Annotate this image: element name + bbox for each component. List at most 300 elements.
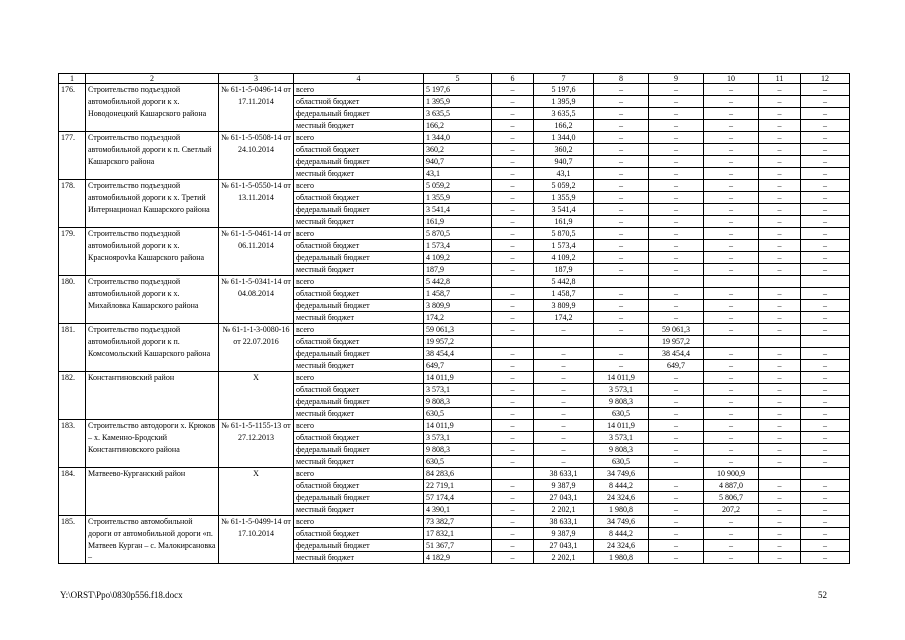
column-header: 3	[219, 74, 294, 84]
amount-cell	[759, 468, 801, 480]
amount-cell: –	[759, 480, 801, 492]
amount-cell: –	[492, 384, 534, 396]
amount-cell: –	[649, 96, 704, 108]
amount-cell: 51 367,7	[424, 540, 492, 552]
amount-cell: –	[801, 540, 850, 552]
amount-cell: 4 887,0	[704, 480, 759, 492]
amount-cell: –	[492, 492, 534, 504]
amount-cell: –	[759, 552, 801, 564]
funding-source: местный бюджет	[294, 552, 424, 564]
amount-cell: –	[649, 420, 704, 432]
amount-cell: 5 870,5	[424, 228, 492, 240]
funding-source: местный бюджет	[294, 120, 424, 132]
amount-cell	[704, 336, 759, 348]
amount-cell: 1 573,4	[534, 240, 594, 252]
amount-cell: –	[704, 264, 759, 276]
amount-cell: –	[704, 288, 759, 300]
record-name: Строительство подъездной автомобильной дороги к п. Светлый Кашарского района	[86, 132, 219, 180]
amount-cell: –	[649, 204, 704, 216]
amount-cell: –	[594, 84, 649, 96]
amount-cell: –	[594, 216, 649, 228]
amount-cell: 5 197,6	[424, 84, 492, 96]
record-document: № 61-1-5-0461-14 от 06.11.2014	[219, 228, 294, 276]
amount-cell: –	[759, 300, 801, 312]
funding-source: федеральный бюджет	[294, 396, 424, 408]
amount-cell: 5 442,8	[424, 276, 492, 288]
amount-cell: 43,1	[534, 168, 594, 180]
amount-cell: –	[759, 216, 801, 228]
amount-cell: –	[594, 156, 649, 168]
amount-cell: –	[704, 240, 759, 252]
funding-source: всего	[294, 276, 424, 288]
funding-source: всего	[294, 468, 424, 480]
amount-cell: –	[704, 300, 759, 312]
amount-cell: –	[704, 348, 759, 360]
amount-cell: 649,7	[424, 360, 492, 372]
amount-cell: –	[534, 324, 594, 336]
column-header: 6	[492, 74, 534, 84]
amount-cell	[801, 468, 850, 480]
amount-cell: 2 202,1	[534, 552, 594, 564]
amount-cell: –	[594, 180, 649, 192]
column-header: 8	[594, 74, 649, 84]
amount-cell: –	[649, 216, 704, 228]
amount-cell: 5 059,2	[424, 180, 492, 192]
record-number: 185.	[59, 516, 86, 564]
funding-source: местный бюджет	[294, 360, 424, 372]
funding-source: федеральный бюджет	[294, 300, 424, 312]
amount-cell: –	[492, 396, 534, 408]
amount-cell: –	[801, 432, 850, 444]
table-row	[59, 84, 850, 96]
amount-cell: –	[534, 372, 594, 384]
amount-cell: 9 808,3	[424, 444, 492, 456]
amount-cell: –	[492, 444, 534, 456]
amount-cell	[594, 276, 649, 288]
amount-cell: –	[801, 396, 850, 408]
amount-cell: –	[534, 360, 594, 372]
funding-source: федеральный бюджет	[294, 156, 424, 168]
amount-cell: –	[704, 192, 759, 204]
amount-cell: –	[759, 84, 801, 96]
funding-source: всего	[294, 132, 424, 144]
amount-cell: 5 870,5	[534, 228, 594, 240]
amount-cell: –	[801, 528, 850, 540]
amount-cell: –	[594, 324, 649, 336]
amount-cell: 57 174,4	[424, 492, 492, 504]
amount-cell: 4 390,1	[424, 504, 492, 516]
amount-cell: –	[759, 504, 801, 516]
amount-cell: 1 458,7	[424, 288, 492, 300]
record-document: № 61-1-5-0496-14 от 17.11.2014	[219, 84, 294, 132]
amount-cell: –	[801, 84, 850, 96]
amount-cell: –	[594, 192, 649, 204]
amount-cell: –	[649, 312, 704, 324]
amount-cell: 4 182,9	[424, 552, 492, 564]
amount-cell: 3 809,9	[424, 300, 492, 312]
amount-cell: –	[801, 180, 850, 192]
amount-cell: 14 011,9	[424, 420, 492, 432]
record-name: Строительство подъездной автомобильной дороги к х. Михайловка Кашарского района	[86, 276, 219, 324]
amount-cell: –	[801, 144, 850, 156]
footer-page-number: 52	[818, 590, 827, 600]
amount-cell: 1 395,9	[534, 96, 594, 108]
table-row	[59, 372, 850, 384]
amount-cell: –	[649, 372, 704, 384]
amount-cell: –	[492, 108, 534, 120]
amount-cell: 43,1	[424, 168, 492, 180]
column-header: 2	[86, 74, 219, 84]
amount-cell: –	[704, 384, 759, 396]
amount-cell: –	[649, 156, 704, 168]
amount-cell: –	[759, 396, 801, 408]
amount-cell: –	[704, 516, 759, 528]
amount-cell: –	[759, 348, 801, 360]
amount-cell: –	[704, 528, 759, 540]
amount-cell: –	[801, 240, 850, 252]
amount-cell: –	[594, 348, 649, 360]
amount-cell: –	[649, 180, 704, 192]
table-row	[59, 516, 850, 528]
column-header: 11	[759, 74, 801, 84]
amount-cell: –	[801, 216, 850, 228]
amount-cell: 4 109,2	[534, 252, 594, 264]
amount-cell: –	[759, 240, 801, 252]
amount-cell: 3 809,9	[534, 300, 594, 312]
amount-cell: –	[801, 96, 850, 108]
amount-cell: 187,9	[424, 264, 492, 276]
column-header: 7	[534, 74, 594, 84]
record-name: Строительство подъездной автомобильной дороги к х. Новодонецкий Кашарского района	[86, 84, 219, 132]
amount-cell: 161,9	[424, 216, 492, 228]
amount-cell: 22 719,1	[424, 480, 492, 492]
amount-cell: –	[704, 360, 759, 372]
amount-cell: –	[534, 396, 594, 408]
amount-cell: –	[534, 384, 594, 396]
amount-cell: –	[649, 192, 704, 204]
amount-cell: –	[649, 432, 704, 444]
amount-cell	[649, 468, 704, 480]
funding-source: областной бюджет	[294, 432, 424, 444]
amount-cell: –	[759, 204, 801, 216]
amount-cell: –	[801, 492, 850, 504]
amount-cell: –	[594, 360, 649, 372]
amount-cell: 24 324,6	[594, 492, 649, 504]
amount-cell: –	[534, 348, 594, 360]
amount-cell: –	[492, 120, 534, 132]
amount-cell: 166,2	[534, 120, 594, 132]
amount-cell: –	[801, 168, 850, 180]
amount-cell: –	[801, 444, 850, 456]
amount-cell: –	[704, 228, 759, 240]
table-row	[59, 324, 850, 336]
amount-cell: 38 454,4	[424, 348, 492, 360]
amount-cell	[594, 336, 649, 348]
amount-cell: –	[704, 108, 759, 120]
amount-cell: –	[801, 252, 850, 264]
amount-cell: –	[594, 168, 649, 180]
amount-cell: –	[534, 456, 594, 468]
amount-cell: –	[492, 360, 534, 372]
funding-source: областной бюджет	[294, 192, 424, 204]
amount-cell: –	[492, 456, 534, 468]
amount-cell: –	[759, 528, 801, 540]
amount-cell: –	[759, 192, 801, 204]
table-row	[59, 276, 850, 288]
amount-cell: 1 344,0	[424, 132, 492, 144]
amount-cell: –	[704, 156, 759, 168]
amount-cell: –	[704, 444, 759, 456]
amount-cell: –	[594, 96, 649, 108]
header-row	[59, 74, 850, 84]
amount-cell: –	[759, 384, 801, 396]
amount-cell: 14 011,9	[424, 372, 492, 384]
amount-cell: 3 573,1	[424, 384, 492, 396]
funding-source: местный бюджет	[294, 312, 424, 324]
funding-source: федеральный бюджет	[294, 108, 424, 120]
funding-source: всего	[294, 84, 424, 96]
amount-cell: –	[759, 264, 801, 276]
funding-source: местный бюджет	[294, 264, 424, 276]
amount-cell: –	[649, 132, 704, 144]
amount-cell: 1 355,9	[424, 192, 492, 204]
amount-cell: –	[649, 384, 704, 396]
amount-cell: 38 454,4	[649, 348, 704, 360]
amount-cell: –	[649, 84, 704, 96]
amount-cell: 174,2	[424, 312, 492, 324]
amount-cell: –	[649, 144, 704, 156]
record-number: 181.	[59, 324, 86, 372]
amount-cell: –	[759, 156, 801, 168]
amount-cell: –	[801, 516, 850, 528]
amount-cell: –	[801, 456, 850, 468]
amount-cell: –	[704, 432, 759, 444]
amount-cell: 9 808,3	[594, 396, 649, 408]
record-document: № 61-1-5-0550-14 от 13.11.2014	[219, 180, 294, 228]
record-document: № 61-1-5-1155-13 от 27.12.2013	[219, 420, 294, 468]
amount-cell: 174,2	[534, 312, 594, 324]
amount-cell: –	[759, 96, 801, 108]
amount-cell: 19 957,2	[424, 336, 492, 348]
amount-cell: –	[492, 84, 534, 96]
amount-cell: –	[649, 444, 704, 456]
amount-cell: –	[759, 252, 801, 264]
amount-cell: –	[649, 288, 704, 300]
amount-cell: –	[594, 204, 649, 216]
amount-cell	[759, 276, 801, 288]
amount-cell: –	[594, 108, 649, 120]
amount-cell: –	[649, 300, 704, 312]
funding-source: всего	[294, 324, 424, 336]
amount-cell: 3 573,1	[424, 432, 492, 444]
record-name: Строительство подъездной автомобильной дороги к х. Третий Интернационал Кашарского района	[86, 180, 219, 228]
amount-cell: –	[594, 120, 649, 132]
amount-cell: –	[759, 360, 801, 372]
amount-cell: –	[492, 168, 534, 180]
amount-cell: –	[594, 132, 649, 144]
funding-source: местный бюджет	[294, 504, 424, 516]
amount-cell: 207,2	[704, 504, 759, 516]
amount-cell: 3 635,5	[424, 108, 492, 120]
funding-source: всего	[294, 420, 424, 432]
amount-cell: –	[801, 552, 850, 564]
amount-cell: 4 109,2	[424, 252, 492, 264]
amount-cell: –	[759, 144, 801, 156]
amount-cell: –	[801, 324, 850, 336]
amount-cell: 1 573,4	[424, 240, 492, 252]
amount-cell: –	[759, 420, 801, 432]
amount-cell: 59 061,3	[649, 324, 704, 336]
amount-cell: –	[492, 480, 534, 492]
funding-source: всего	[294, 228, 424, 240]
amount-cell: 630,5	[594, 408, 649, 420]
amount-cell: –	[649, 552, 704, 564]
amount-cell: 1 355,9	[534, 192, 594, 204]
table-row	[59, 420, 850, 432]
funding-source: всего	[294, 516, 424, 528]
amount-cell: 19 957,2	[649, 336, 704, 348]
funding-source: федеральный бюджет	[294, 540, 424, 552]
amount-cell	[759, 336, 801, 348]
amount-cell: –	[704, 144, 759, 156]
amount-cell: –	[492, 516, 534, 528]
record-number: 184.	[59, 468, 86, 516]
footer-file-path: Y:\ORST\Ppo\0830p556.f18.docx	[60, 590, 183, 600]
amount-cell: 630,5	[424, 408, 492, 420]
amount-cell: –	[649, 240, 704, 252]
table-row	[59, 468, 850, 480]
amount-cell: –	[704, 552, 759, 564]
funding-source: областной бюджет	[294, 288, 424, 300]
amount-cell: 630,5	[424, 456, 492, 468]
record-document: № 61-1-5-0341-14 от 04.08.2014	[219, 276, 294, 324]
amount-cell: –	[594, 252, 649, 264]
amount-cell: 17 832,1	[424, 528, 492, 540]
amount-cell: –	[649, 492, 704, 504]
amount-cell: –	[492, 216, 534, 228]
funding-source: областной бюджет	[294, 144, 424, 156]
amount-cell: 8 444,2	[594, 528, 649, 540]
amount-cell: –	[801, 228, 850, 240]
amount-cell: –	[759, 288, 801, 300]
record-document: Х	[219, 372, 294, 420]
column-header: 5	[424, 74, 492, 84]
amount-cell: –	[649, 504, 704, 516]
amount-cell: –	[801, 300, 850, 312]
amount-cell: 649,7	[649, 360, 704, 372]
amount-cell: –	[492, 144, 534, 156]
funding-source: федеральный бюджет	[294, 348, 424, 360]
funding-source: местный бюджет	[294, 168, 424, 180]
amount-cell	[492, 468, 534, 480]
amount-cell: 59 061,3	[424, 324, 492, 336]
amount-cell: –	[649, 396, 704, 408]
amount-cell: –	[492, 420, 534, 432]
amount-cell: 5 059,2	[534, 180, 594, 192]
amount-cell	[649, 276, 704, 288]
amount-cell: 360,2	[424, 144, 492, 156]
funding-source: всего	[294, 180, 424, 192]
amount-cell: –	[492, 228, 534, 240]
amount-cell: –	[759, 444, 801, 456]
funding-source: всего	[294, 372, 424, 384]
amount-cell: –	[801, 204, 850, 216]
amount-cell: –	[649, 168, 704, 180]
funding-source: федеральный бюджет	[294, 492, 424, 504]
amount-cell: 1 980,8	[594, 552, 649, 564]
amount-cell: –	[649, 120, 704, 132]
amount-cell: 5 442,8	[534, 276, 594, 288]
amount-cell: 10 900,9	[704, 468, 759, 480]
amount-cell: –	[759, 432, 801, 444]
amount-cell: –	[704, 540, 759, 552]
amount-cell: 3 573,1	[594, 432, 649, 444]
budget-table	[58, 73, 850, 564]
amount-cell: –	[759, 120, 801, 132]
amount-cell: –	[801, 108, 850, 120]
amount-cell: –	[801, 312, 850, 324]
amount-cell: –	[801, 132, 850, 144]
amount-cell: 166,2	[424, 120, 492, 132]
amount-cell: –	[594, 300, 649, 312]
amount-cell: –	[492, 288, 534, 300]
funding-source: областной бюджет	[294, 480, 424, 492]
amount-cell: –	[704, 420, 759, 432]
amount-cell: –	[704, 204, 759, 216]
amount-cell: –	[704, 132, 759, 144]
amount-cell: 3 635,5	[534, 108, 594, 120]
amount-cell: –	[492, 204, 534, 216]
amount-cell: 360,2	[534, 144, 594, 156]
amount-cell: –	[759, 132, 801, 144]
amount-cell: –	[649, 252, 704, 264]
amount-cell: 9 387,9	[534, 528, 594, 540]
column-header: 10	[704, 74, 759, 84]
funding-source: областной бюджет	[294, 384, 424, 396]
amount-cell: –	[801, 480, 850, 492]
amount-cell: –	[704, 120, 759, 132]
amount-cell: 940,7	[424, 156, 492, 168]
amount-cell: –	[759, 324, 801, 336]
amount-cell: –	[534, 432, 594, 444]
amount-cell: –	[759, 180, 801, 192]
amount-cell: –	[704, 372, 759, 384]
record-document: № 61-1-1-3-0080-16 от 22.07.2016	[219, 324, 294, 372]
amount-cell: –	[492, 264, 534, 276]
funding-source: областной бюджет	[294, 96, 424, 108]
amount-cell: –	[492, 300, 534, 312]
amount-cell: 9 387,9	[534, 480, 594, 492]
amount-cell: –	[704, 324, 759, 336]
amount-cell: –	[704, 456, 759, 468]
funding-source: областной бюджет	[294, 240, 424, 252]
amount-cell: –	[649, 108, 704, 120]
amount-cell: –	[594, 228, 649, 240]
amount-cell: –	[534, 444, 594, 456]
funding-source: местный бюджет	[294, 216, 424, 228]
amount-cell: 34 749,6	[594, 516, 649, 528]
amount-cell: 9 808,3	[594, 444, 649, 456]
amount-cell: –	[759, 456, 801, 468]
record-document: № 61-1-5-0508-14 от 24.10.2014	[219, 132, 294, 180]
record-name: Строительство подъездной автомобильной дороги к х. Красноярovka Кашарского района	[86, 228, 219, 276]
amount-cell	[801, 336, 850, 348]
funding-source: федеральный бюджет	[294, 444, 424, 456]
amount-cell: –	[704, 96, 759, 108]
column-header: 9	[649, 74, 704, 84]
amount-cell: –	[759, 492, 801, 504]
amount-cell	[704, 276, 759, 288]
